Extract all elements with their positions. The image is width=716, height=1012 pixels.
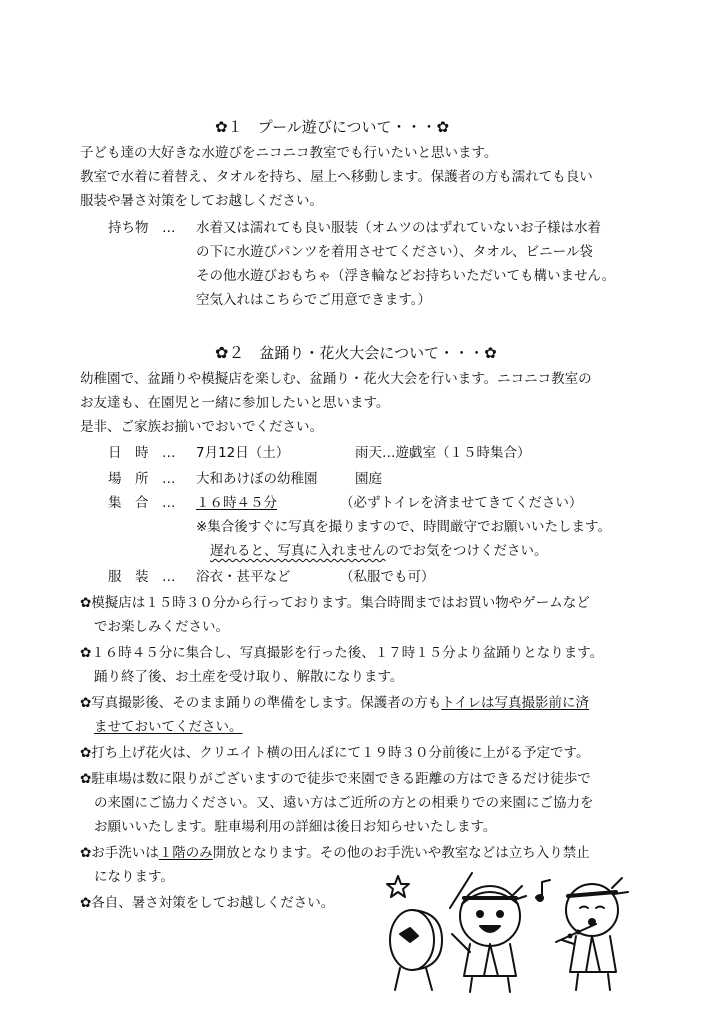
items-line-1: 水着又は濡れても良い服装（オムツのはずれていないお子様は水着: [196, 220, 601, 236]
section1-paragraph-1: 子ども達の大好きな水遊びをニコニコ教室でも行いたいと思います。: [80, 145, 498, 161]
note-2a: ✿１６時４５分に集合し、写真撮影を行った後、１７時１５分より盆踊りとなります。: [80, 645, 604, 661]
items-line-2: の下に水遊びパンツを着用させてください）、タオル、ビニール袋: [196, 244, 593, 260]
section2-title-number: ✿２: [215, 343, 245, 362]
note-6a-post: 開放となります。その他のお手洗いや教室などは立ち入り禁止: [212, 845, 590, 861]
first-floor-only: １階のみ: [158, 845, 213, 861]
section2-paragraph-1b: お友達も、在園児と一緒に参加したいと思います。: [80, 395, 390, 411]
items-line-3: その他水遊びおもちゃ（浮き輪などお持ちいただいても構いません。: [196, 268, 616, 284]
note-7: ✿各自、暑さ対策をしてお越しください。: [80, 895, 335, 911]
note-2b: 踊り終了後、お土産を受け取り、解散になります。: [94, 669, 404, 685]
note-1b: でお楽しみください。: [94, 619, 229, 635]
meet-time: １６時４５分: [196, 495, 277, 511]
note-3a: [80, 693, 589, 713]
date-label: 日 時 …: [108, 445, 176, 461]
toilet-before-photo: トイレは写真撮影前に済: [441, 695, 590, 711]
meet-label: 集 合 …: [108, 495, 176, 511]
note-6b: になります。: [94, 869, 174, 885]
place-value: 大和あけぼの幼稚園: [196, 471, 318, 487]
section1-title: ✿１ プール遊びについて・・・✿: [215, 118, 450, 136]
note-6a: [80, 843, 590, 863]
note-6a-pre: ✿お手洗いは: [80, 845, 159, 861]
dress-label: 服 装 …: [108, 569, 176, 585]
note-5c: お願いいたします。駐車場利用の詳細は後日お知らせいたします。: [94, 819, 497, 835]
dress-value: 浴衣・甚平など: [196, 569, 291, 585]
festival-children-illustration: [380, 868, 640, 998]
section1-paragraph-2a: 教室で水着に着替え、タオルを持ち、屋上へ移動します。保護者の方も濡れても良い: [80, 169, 593, 185]
section2-paragraph-2: 是非、ご家族お揃いでおいでください。: [80, 419, 323, 435]
section2-title-text: 盆踊り・花火大会について・・・✿: [244, 344, 497, 362]
items-line-4: 空気入れはこちらでご用意できます。）: [196, 292, 432, 308]
place-label: 場 所 …: [108, 471, 176, 487]
meet-note: （必ずトイレを済ませてきてください）: [340, 495, 583, 511]
note-5b: の来園にご協力ください。又、遠い方はご近所の方との相乗りでの来園にご協力を: [94, 795, 594, 811]
meet-sub-2: [210, 541, 548, 561]
items-label: 持ち物 …: [108, 220, 176, 236]
place-note: 園庭: [355, 471, 382, 487]
late-warning-rest: のでお気をつけください。: [385, 543, 548, 559]
dress-note: （私服でも可）: [340, 569, 435, 585]
section2-title: [215, 343, 497, 363]
note-3b: ませておいてください。: [94, 719, 243, 735]
note-1a: ✿模擬店は１５時３０分から行っております。集合時間まではお買い物やゲームなど: [80, 595, 590, 611]
section2-paragraph-1a: 幼稚園で、盆踊りや模擬店を楽しむ、盆踊り・花火大会を行います。ニコニコ教室の: [80, 371, 592, 387]
date-note: 雨天…遊戯室（１５時集合）: [355, 445, 531, 461]
note-4: ✿打ち上げ花火は、クリエイト横の田んぼにて１９時３０分前後に上がる予定です。: [80, 745, 590, 761]
note-3a-text: ✿写真撮影後、そのまま踊りの準備をします。保護者の方も: [80, 695, 442, 711]
late-warning: 遅れると、写真に入れません: [210, 543, 386, 559]
section1-paragraph-2b: 服装や暑さ対策をしてお越しください。: [80, 193, 323, 209]
date-value: 7月12日（土）: [196, 445, 290, 461]
note-5a: ✿駐車場は数に限りがございますので徒歩で来園できる距離の方はできるだけ徒歩で: [80, 771, 591, 787]
meet-sub-1: ※集合後すぐに写真を撮りますので、時間厳守でお願いいたします。: [196, 519, 611, 535]
